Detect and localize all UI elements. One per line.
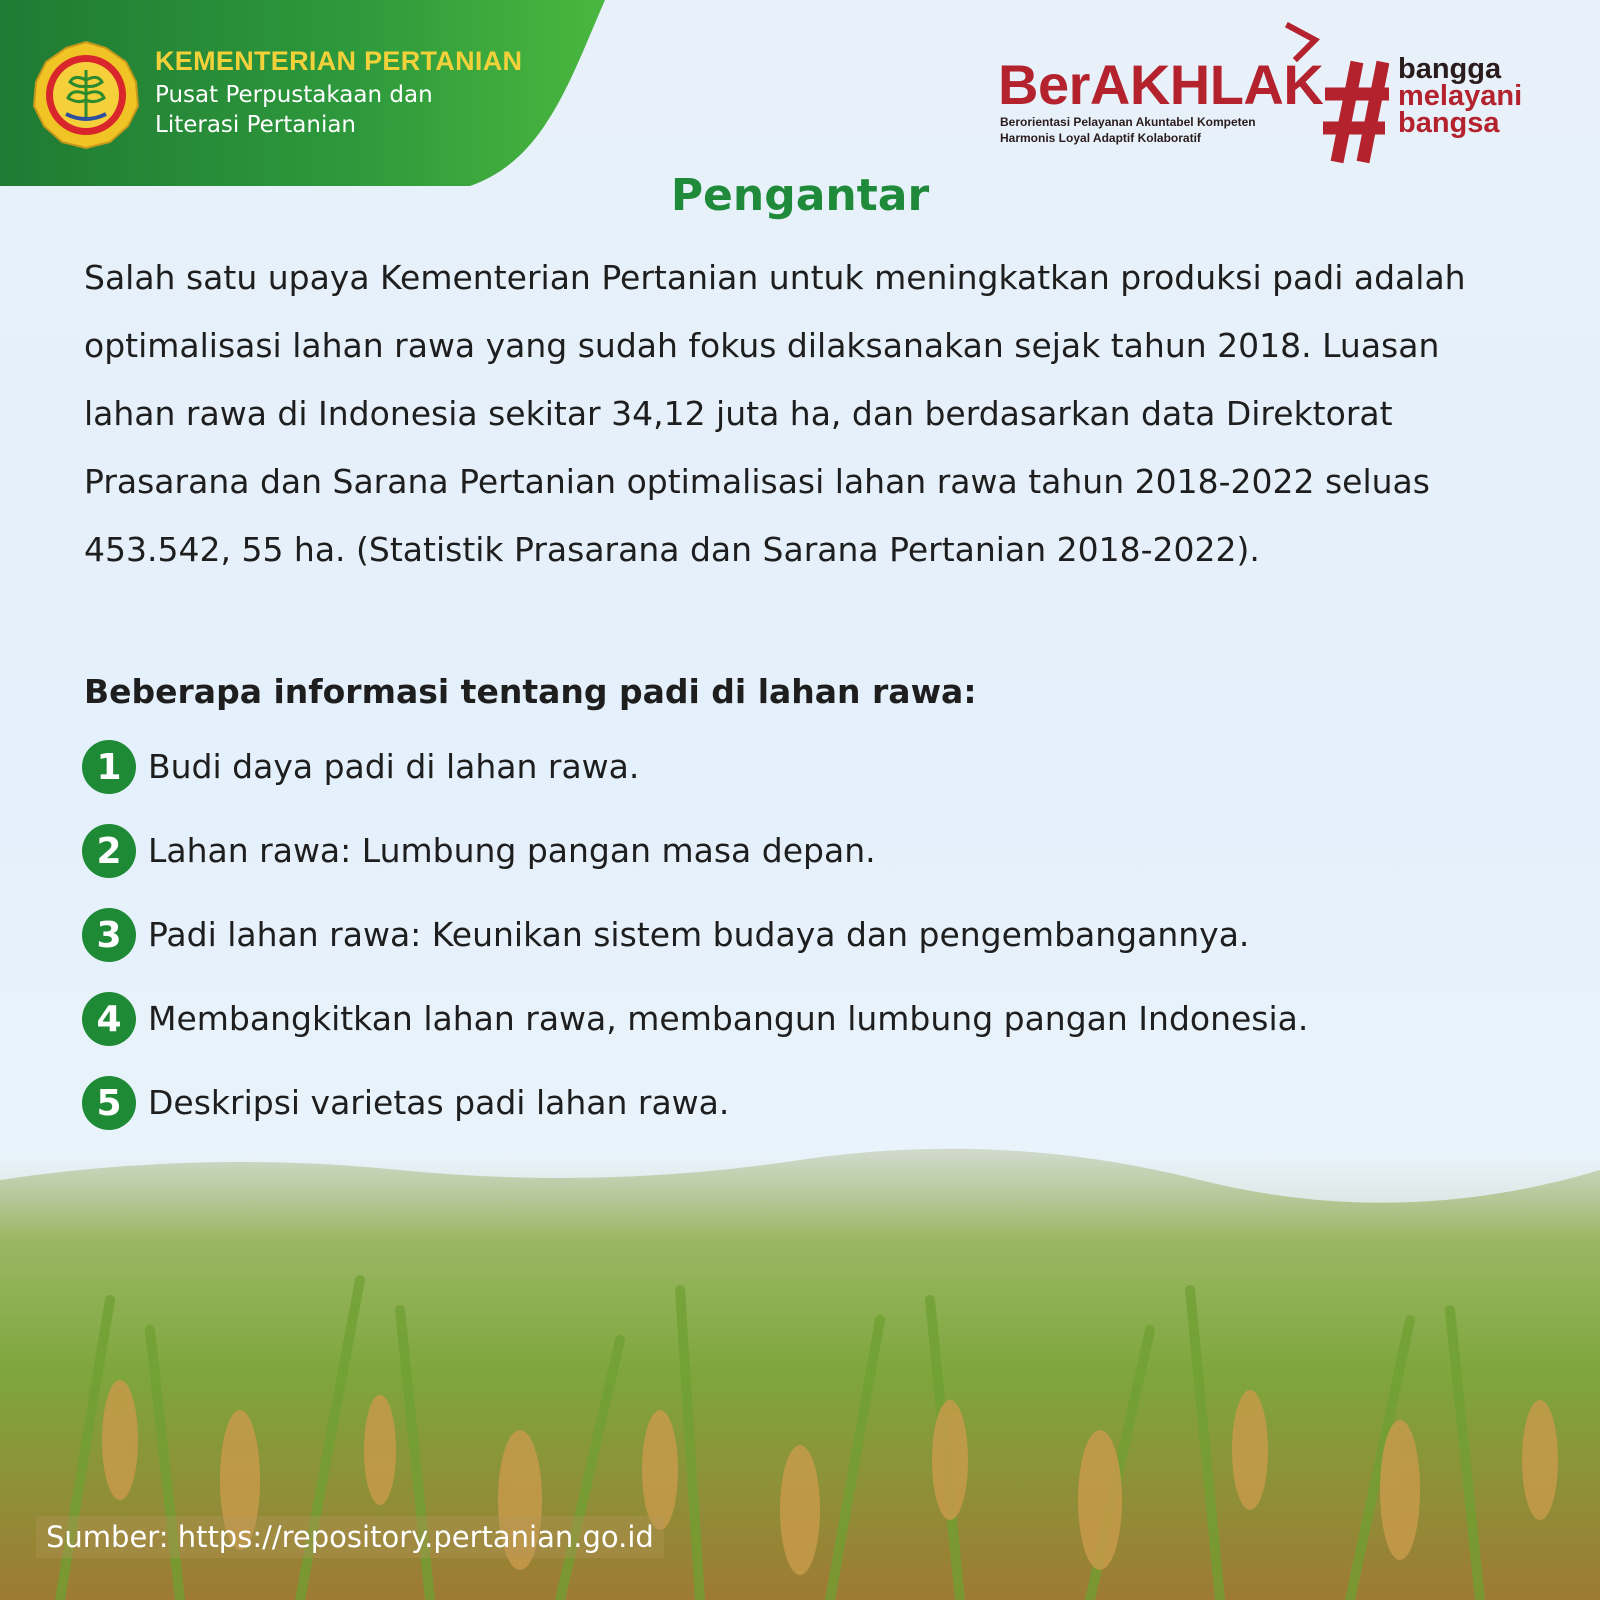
bangga-melayani-bangsa [1398, 53, 1523, 139]
slogan-line1: bangga [1398, 53, 1502, 85]
list-item [82, 992, 1582, 1076]
slogan-line2: melayani [1398, 80, 1523, 112]
tagline-line2: Harmonis Loyal Adaptif Kolaboratif [1000, 131, 1201, 145]
org-subtitle [155, 80, 515, 140]
number-badge: 2 [82, 824, 136, 878]
number-badge: 1 [82, 740, 136, 794]
info-list [82, 740, 1582, 1160]
list-item [82, 908, 1582, 992]
page-title: Pengantar [670, 170, 930, 221]
list-heading: Beberapa informasi tentang padi di lahan rawa: [84, 672, 977, 711]
list-item-text: Padi lahan rawa: Keunikan sistem budaya dan pengembangannya. [148, 915, 1250, 954]
hashtag-icon [1323, 56, 1389, 166]
tagline-line1: Berorientasi Pelayanan Akuntabel Kompeten [1000, 115, 1256, 129]
list-item-text: Membangkitkan lahan rawa, membangun lumbung pangan Indonesia. [148, 999, 1309, 1038]
list-item-text: Lahan rawa: Lumbung pangan masa depan. [148, 831, 876, 870]
list-item [82, 740, 1582, 824]
org-name: KEMENTERIAN PERTANIAN [155, 46, 523, 76]
berakhlak-tagline [1000, 114, 1320, 146]
source-caption: Sumber: https://repository.pertanian.go.id [36, 1516, 664, 1558]
number-badge: 3 [82, 908, 136, 962]
berakhlak-logo [998, 22, 1538, 162]
intro-paragraph: Salah satu upaya Kementerian Pertanian untuk meningkatkan produksi padi adalah optimalisasi lahan rawa yang sudah fokus dilaksanakan sejak tahun 2018. Luasan lahan rawa di Indonesia sekitar 34,12 juta ha, dan berdasarkan data Direktorat Prasarana dan Sarana Pertanian optimalisasi lahan rawa tahun 2018-2022 seluas 453.542, 55 ha. (Statistik Prasarana dan Sarana Pertanian 2018-2022). [84, 258, 1466, 569]
org-subtitle-line2: Literasi Pertanian [155, 112, 357, 138]
org-subtitle-line1: Pusat Perpustakaan dan [155, 82, 433, 108]
kementan-emblem-icon [30, 38, 142, 150]
slogan-line3: bangsa [1398, 107, 1500, 139]
list-item [82, 824, 1582, 908]
number-badge: 4 [82, 992, 136, 1046]
list-item-text: Deskripsi varietas padi lahan rawa. [148, 1083, 730, 1122]
berakhlak-brand: BerAKHLAK [998, 53, 1324, 116]
number-badge: 5 [82, 1076, 136, 1130]
list-item [82, 1076, 1582, 1160]
list-item-text: Budi daya padi di lahan rawa. [148, 747, 640, 786]
